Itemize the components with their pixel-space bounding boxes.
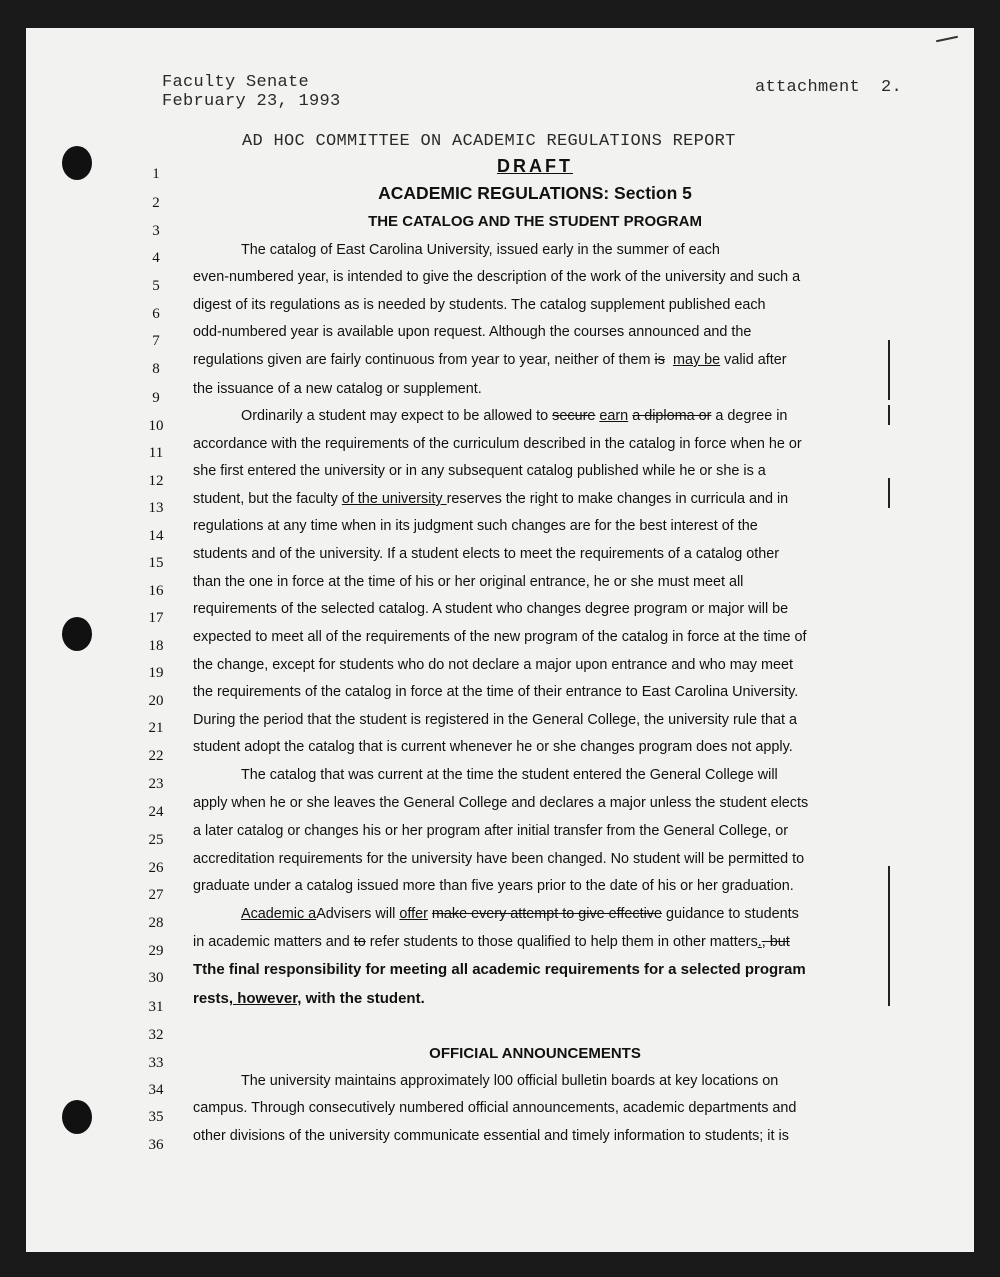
text-line: the change, except for students who do not declare a major upon entrance and who may meet — [193, 657, 793, 673]
text-line: apply when he or she leaves the General College and declares a major unless the student elects — [193, 795, 809, 811]
text-span: regulations given are fairly continuous from year to year, neither of them — [193, 352, 655, 368]
text-line: expected to meet all of the requirements of the new program of the catalog in force at the time of — [193, 629, 807, 645]
text-line: Tthe final responsibility for meeting all academic requirements for a selected program — [193, 961, 806, 978]
text-span: Ordinarily a student may expect to be allowed to — [241, 408, 553, 424]
text-line: she first entered the university or in any subsequent catalog published while he or she is a — [193, 463, 766, 479]
deleted-text: make every attempt to give effective — [431, 906, 663, 922]
punch-hole — [62, 1100, 92, 1134]
text-line — [193, 352, 787, 368]
line-number: 27 — [148, 887, 164, 903]
text-line: the issuance of a new catalog or supplement. — [193, 381, 482, 397]
revision-bar — [888, 478, 890, 508]
draft-label: DRAFT — [497, 156, 573, 176]
text-line: requirements of the selected catalog. A student who changes degree program or major will be — [193, 601, 789, 617]
line-number: 12 — [148, 473, 164, 489]
line-number: 32 — [148, 1027, 164, 1043]
line-number: 29 — [148, 943, 164, 959]
line-number: 10 — [148, 418, 164, 434]
text-span: Advisers will — [316, 906, 400, 922]
line-number: 3 — [152, 223, 160, 239]
line-number: 26 — [148, 860, 164, 876]
text-line — [193, 491, 788, 507]
date-label: February 23, 1993 — [162, 92, 341, 111]
line-number: 2 — [152, 195, 160, 211]
deleted-text: to — [353, 934, 366, 950]
revision-bar — [888, 340, 890, 400]
text-line: than the one in force at the time of his or her original entrance, he or she must meet all — [193, 574, 744, 590]
text-span: with the student. — [301, 990, 425, 1007]
revision-bar — [888, 866, 890, 1006]
text-line: odd-numbered year is available upon request. Although the courses announced and the — [193, 324, 752, 340]
line-number: 9 — [152, 390, 160, 406]
inserted-text: may be — [672, 352, 721, 368]
text-line: campus. Through consecutively numbered official announcements, academic departments and — [193, 1100, 797, 1116]
line-number: 20 — [148, 693, 164, 709]
text-line: student adopt the catalog that is current whenever he or she changes program does not apply. — [193, 739, 793, 755]
text-line: The catalog that was current at the time the student entered the General College will — [241, 767, 778, 783]
inserted-text: Academic a — [241, 906, 317, 922]
inserted-text: , however, — [228, 990, 302, 1007]
line-number: 24 — [148, 804, 164, 820]
text-span: guidance to students — [662, 906, 799, 922]
text-line: The catalog of East Carolina University, issued early in the summer of each — [241, 242, 720, 258]
inserted-text: . — [757, 934, 762, 950]
text-line: the requirements of the catalog in force at the time of their entrance to East Carolina University. — [193, 684, 799, 700]
text-line: accordance with the requirements of the curriculum described in the catalog in force when he or — [193, 436, 802, 452]
line-number: 17 — [148, 610, 164, 626]
line-number: 33 — [148, 1055, 164, 1071]
punch-hole — [62, 146, 92, 180]
text-line: a later catalog or changes his or her program after initial transfer from the General College, or — [193, 823, 789, 839]
line-number: 8 — [152, 361, 160, 377]
deleted-text: secure — [552, 408, 596, 424]
line-number: 1 — [152, 166, 160, 182]
line-number: 25 — [148, 832, 164, 848]
line-number: 35 — [148, 1109, 164, 1125]
line-number: 18 — [148, 638, 164, 654]
deleted-text: a diploma or — [632, 408, 712, 424]
revision-bar — [888, 405, 890, 425]
text-span: rests — [193, 990, 229, 1007]
inserted-text: of the university — [341, 491, 447, 507]
line-number: 28 — [148, 915, 164, 931]
section-subtitle: THE CATALOG AND THE STUDENT PROGRAM — [368, 213, 702, 230]
line-number: 23 — [148, 776, 164, 792]
text-line: graduate under a catalog issued more than five years prior to the date of his or her graduation. — [193, 878, 794, 894]
line-number: 19 — [148, 665, 164, 681]
text-line: regulations at any time when in its judgment such changes are for the best interest of the — [193, 518, 758, 534]
line-number: 31 — [148, 999, 164, 1015]
text-line — [241, 906, 799, 922]
text-span: in academic matters and — [193, 934, 354, 950]
deleted-text: , but — [761, 934, 790, 950]
text-line: The university maintains approximately l00 official bulletin boards at key locations on — [241, 1073, 779, 1089]
line-number: 5 — [152, 278, 160, 294]
text-line: digest of its regulations as is needed by students. The catalog supplement published each — [193, 297, 766, 313]
text-line: even-numbered year, is intended to give the description of the work of the university and such a — [193, 269, 801, 285]
report-title: AD HOC COMMITTEE ON ACADEMIC REGULATIONS REPORT — [242, 132, 736, 151]
official-announcements-heading: OFFICIAL ANNOUNCEMENTS — [429, 1045, 641, 1062]
text-line: other divisions of the university communicate essential and timely information to students; it is — [193, 1128, 789, 1144]
text-span: refer students to those qualified to help them in other matters — [365, 934, 758, 950]
deleted-text: is — [654, 352, 665, 368]
text-line — [193, 990, 425, 1007]
text-span: valid after — [720, 352, 787, 368]
line-number: 13 — [148, 500, 164, 516]
text-line — [193, 934, 790, 950]
line-number: 7 — [152, 333, 160, 349]
line-number: 15 — [148, 555, 164, 571]
text-span: reserves the right to make changes in curricula and in — [446, 491, 789, 507]
punch-hole — [62, 617, 92, 651]
senate-label: Faculty Senate — [162, 73, 310, 92]
line-number: 14 — [148, 528, 164, 544]
text-span: student, but the faculty — [193, 491, 342, 507]
text-line: students and of the university. If a student elects to meet the requirements of a catalog other — [193, 546, 780, 562]
line-number: 16 — [148, 583, 164, 599]
line-number: 34 — [148, 1082, 164, 1098]
attachment-label: attachment 2. — [755, 78, 903, 97]
line-number: 6 — [152, 306, 160, 322]
line-number: 22 — [148, 748, 164, 764]
text-line: accreditation requirements for the university have been changed. No student will be permitted to — [193, 851, 805, 867]
text-line: During the period that the student is registered in the General College, the university rule that a — [193, 712, 797, 728]
text-span: a degree in — [711, 408, 788, 424]
inserted-text: offer — [399, 906, 428, 922]
line-number: 11 — [148, 445, 164, 461]
line-number: 21 — [148, 720, 164, 736]
inserted-text: earn — [599, 408, 629, 424]
text-line — [241, 408, 787, 424]
line-number: 36 — [148, 1137, 164, 1153]
section-title: ACADEMIC REGULATIONS: Section 5 — [378, 183, 692, 203]
line-number: 30 — [148, 970, 164, 986]
line-number: 4 — [152, 250, 160, 266]
